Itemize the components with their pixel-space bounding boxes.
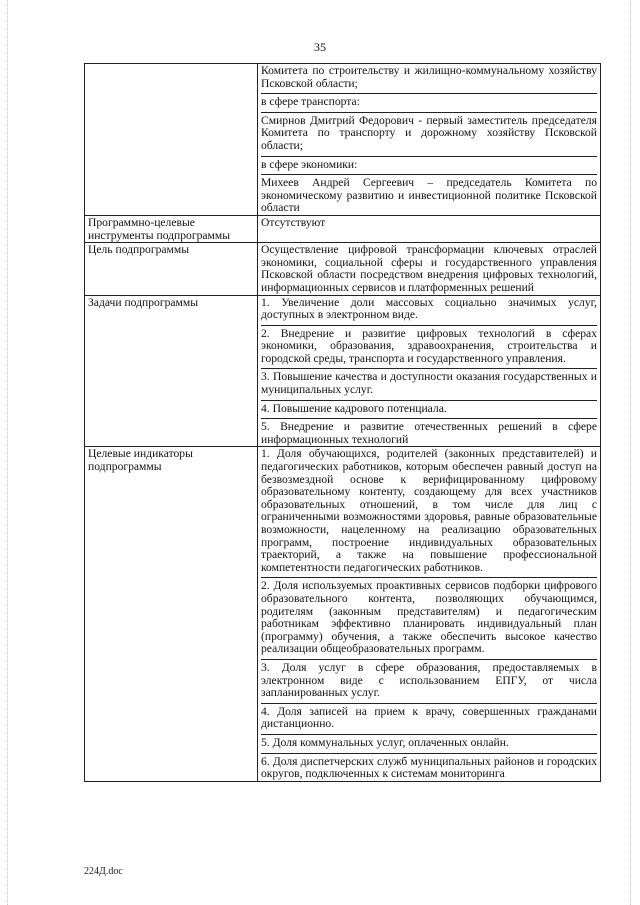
row-content-cell [258, 295, 601, 447]
row-paragraph: 3. Повышение качества и доступности оказания государственных и муниципальных услуг. [261, 370, 597, 397]
table-row [85, 295, 601, 447]
footer-filename: 224Д.doc [84, 866, 123, 877]
row-paragraph: 6. Доля диспетчерских служб муниципальных районов и городских округов, подключенных к системам мониторинга [261, 754, 597, 781]
row-paragraph: 2. Доля используемых проактивных сервисов подборки цифрового образовательного контента, позволяющих обучающимся, родителям (законным представителям) и педагогическим работникам эффективно планировать индивидуальный план (программу) обучения, а также обеспечить высокое качество реализации общеобразовательных программ. [261, 579, 597, 656]
row-content-cell [258, 215, 601, 242]
row-content-cell [258, 243, 601, 295]
row-label-cell [85, 295, 258, 447]
page-number: 35 [314, 40, 326, 54]
row-label: Цель подпрограммы [88, 243, 190, 257]
scan-edge-right [630, 0, 632, 905]
row-paragraph: 1. Увеличение доли массовых социально значимых услуг, доступных в электронном виде. [261, 295, 597, 322]
row-label: Целевые индикаторы подпрограммы [88, 447, 193, 474]
row-paragraph: Смирнов Дмитрий Федорович - первый заместитель председателя Комитета по транспорту и дорожному хозяйству Псковской области; [261, 113, 597, 152]
table-row [85, 447, 601, 781]
row-paragraph: в сфере транспорта: [261, 93, 597, 109]
row-paragraph: в сфере экономики: [261, 156, 597, 172]
row-label-cell [85, 243, 258, 295]
table-body [85, 64, 601, 782]
subprogram-passport-table [84, 63, 601, 782]
row-paragraph: Отсутствуют [261, 215, 326, 229]
table-row [85, 243, 601, 295]
row-paragraph: Осуществление цифровой трансформации ключевых отраслей экономики, социальной сферы и государственного управления Псковской области посредством внедрения цифровых технологий, информационных сервисов и платформенных решений [261, 243, 597, 294]
row-paragraph: Комитета по строительству и жилищно-коммунальному хозяйству Псковской области; [261, 64, 597, 90]
row-paragraph: Михеев Андрей Сергеевич – председатель Комитета по экономическому развитию и инвестиционной политике Псковской области [261, 176, 597, 215]
row-content-cell [258, 64, 601, 216]
row-label: Программно-целевые инструменты подпрограммы [88, 215, 231, 242]
scan-edge-left [7, 0, 9, 905]
table-row [85, 215, 601, 242]
row-paragraph: 1. Доля обучающихся, родителей (законных представителей) и педагогических работников, которым обеспечен равный доступ на безвозмездной основе к верифицированному цифровому образовательному контенту, создающему для всех участников образовательных отношений, в том числе для лиц с ограниченными возможностями здоровья, равные образовательные возможности, нацеленному на реализацию образовательных программ, построение индивидуальных образовательных траекторий, а также на повышение профессиональной компетентности педагогических работников. [261, 447, 597, 574]
row-paragraph: 4. Повышение кадрового потенциала. [261, 400, 597, 416]
row-paragraph: 3. Доля услуг в сфере образования, предоставляемых в электронном виде с использованием ЕПГУ, от числа запланированных услуг. [261, 660, 597, 700]
row-paragraph: 2. Внедрение и развитие цифровых технологий в сферах экономики, образования, здравоохранения, строительства и городской среды, транспорта и государственного управления. [261, 326, 597, 365]
row-paragraph: 4. Доля записей на прием к врачу, совершенных гражданами дистанционно. [261, 704, 597, 731]
row-paragraph: 5. Внедрение и развитие отечественных решений в сфере информационных технологий [261, 420, 597, 446]
row-label-cell [85, 64, 258, 216]
table-row [85, 64, 601, 216]
row-label: Задачи подпрограммы [88, 295, 198, 309]
row-label-cell [85, 447, 258, 781]
row-label-cell [85, 215, 258, 242]
row-content-cell [258, 447, 601, 781]
row-paragraph: 5. Доля коммунальных услуг, оплаченных онлайн. [261, 734, 597, 750]
